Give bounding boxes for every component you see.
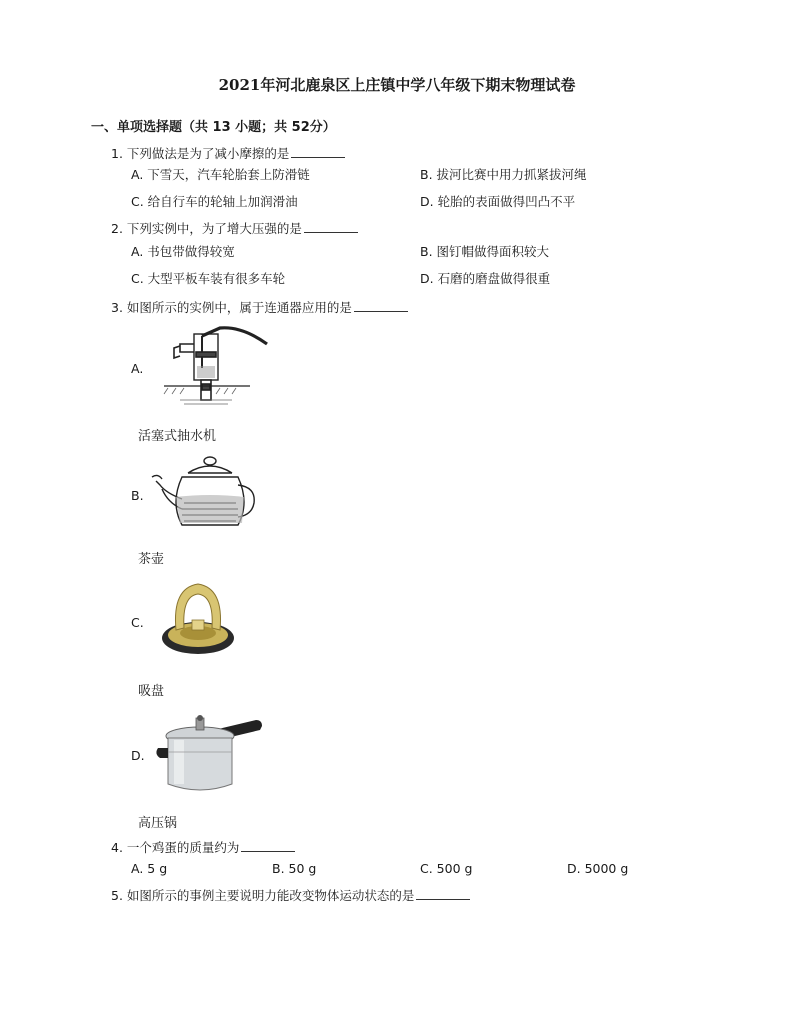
question-1-option-d: D. 轮胎的表面做得凹凸不平 [420,194,576,209]
question-3-option-b-letter: B. [131,488,144,503]
teapot-icon [148,455,260,533]
question-3-option-b-caption: 茶壶 [138,552,165,567]
question-4-stem: 4. 一个鸡蛋的质量约为 [111,838,295,856]
question-2-stem: 2. 下列实例中，为了增大压强的是 [111,219,358,237]
question-1-option-a: A. 下雪天，汽车轮胎套上防滑链 [131,167,310,182]
question-4-option-b: B. 50 g [272,861,317,876]
question-1-option-c: C. 给自行车的轮轴上加润滑油 [131,194,298,209]
question-2-option-b: B. 图钉帽做得面积较大 [420,244,550,259]
question-4-option-d: D. 5000 g [567,861,629,876]
question-3-option-a-letter: A. [131,361,144,376]
question-3-option-c-caption: 吸盘 [138,684,165,699]
answer-blank [416,887,470,900]
question-1-option-b: B. 拔河比赛中用力抓紧拔河绳 [420,167,587,182]
question-2-option-c: C. 大型平板车装有很多车轮 [131,271,286,286]
question-5-stem: 5. 如图所示的事例主要说明力能改变物体运动状态的是 [111,886,470,904]
question-3-option-d-caption: 高压锅 [138,816,178,831]
page-title: 2021年河北鹿泉区上庄镇中学八年级下期末物理试卷 [218,76,576,94]
question-4-option-c: C. 500 g [420,861,473,876]
answer-blank [304,220,358,233]
question-2-option-d: D. 石磨的磨盘做得很重 [420,271,551,286]
question-2-option-a: A. 书包带做得较宽 [131,244,235,259]
question-3-option-a-caption: 活塞式抽水机 [138,429,217,444]
pressure-cooker-icon [152,712,264,796]
answer-blank [291,145,345,158]
question-3-stem: 3. 如图所示的实例中，属于连通器应用的是 [111,298,408,316]
answer-blank [241,839,295,852]
answer-blank [354,299,408,312]
question-3-option-d-letter: D. [131,748,145,763]
suction-cup-icon [158,578,242,662]
section-heading: 一、单项选择题（共 13 小题；共 52分） [91,120,336,135]
question-4-option-a: A. 5 g [131,861,168,876]
question-1-stem: 1. 下列做法是为了减小摩擦的是 [111,144,345,162]
question-3-option-c-letter: C. [131,615,144,630]
piston-pump-icon [150,322,272,408]
